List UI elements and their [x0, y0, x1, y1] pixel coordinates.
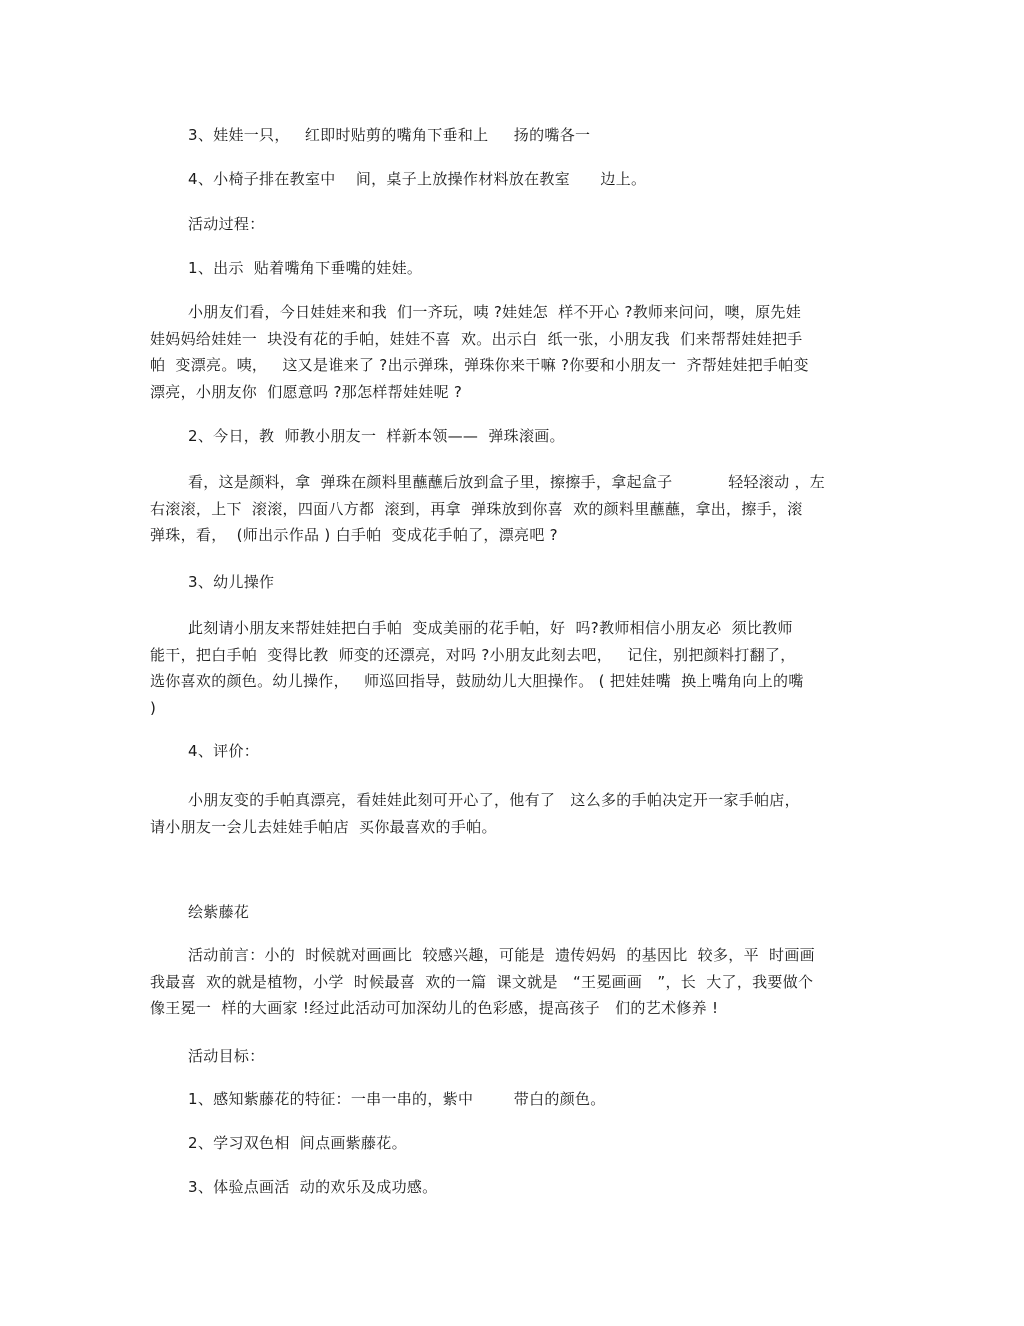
process-step-4: 4、评价： [188, 742, 260, 760]
paragraph-step-2 [150, 469, 862, 549]
material-item-4: 4、小椅子排在教室中 间，桌子上放操作材料放在教室 边上。 [188, 170, 647, 188]
paragraph-step-3 [150, 615, 862, 721]
goal-item-1: 1、感知紫藤花的特征：一串一串的，紫中 带白的颜色。 [188, 1090, 606, 1108]
goal-item-2: 2、学习双色相 间点画紫藤花。 [188, 1134, 407, 1152]
process-step-3: 3、幼儿操作 [188, 573, 275, 591]
paragraph-line: 请小朋友一会儿去娃娃手帕店 买你最喜欢的手帕。 [150, 817, 497, 836]
paragraph-line: 我最喜 欢的就是植物，小学 时候最喜 欢的一篇 课文就是 “王冕画画 ”，长 大了，我要做个 [150, 972, 814, 991]
goal-item-3: 3、体验点画活 动的欢乐及成功感。 [188, 1178, 438, 1196]
lesson-title: 绘紫藤花 [188, 903, 250, 921]
paragraph-preface [150, 942, 862, 1022]
paragraph-line: 漂亮，小朋友你 们愿意吗 ?那怎样帮娃娃呢 ? [150, 382, 463, 401]
paragraph-step-4 [150, 787, 862, 840]
paragraph-step-1 [150, 299, 862, 405]
paragraph-line: 小朋友变的手帕真漂亮，看娃娃此刻可开心了，他有了 这么多的手帕决定开一家手帕店， [188, 791, 800, 809]
paragraph-line: ) [150, 698, 157, 717]
paragraph-line: 右滚滚，上下 滚滚，四面八方都 滚到，再拿 弹珠放到你喜 欢的颜料里蘸蘸，拿出，擦手，滚 [150, 499, 803, 518]
paragraph-line: 像王冕一 样的大画家 !经过此活动可加深幼儿的色彩感，提高孩子 们的艺术修养 ! [150, 999, 719, 1017]
paragraph-line: 选你喜欢的颜色。幼儿操作， 师巡回指导，鼓励幼儿大胆操作。 ( 把娃娃嘴 换上嘴角向上的嘴 [150, 672, 804, 690]
paragraph-line: 活动前言：小的 时候就对画画比 较感兴趣，可能是 遗传妈妈 的基因比 较多，平 时画画 [188, 946, 815, 964]
process-step-2: 2、今日，教 师教小朋友一 样新本领—— 弹珠滚画。 [188, 427, 565, 445]
paragraph-line: 小朋友们看，今日娃娃来和我 们一齐玩，咦 ?娃娃怎 样不开心 ?教师来问问，噢，原先娃 [188, 303, 802, 321]
paragraph-line: 看，这是颜料，拿 弹珠在颜料里蘸蘸后放到盒子里，擦擦手，拿起盒子 轻轻滚动 ，左 [188, 473, 826, 491]
section-heading-process: 活动过程： [188, 215, 265, 233]
paragraph-line: 弹珠，看， (师出示作品 ) 白手帕 变成花手帕了，漂亮吧 ? [150, 526, 558, 544]
process-step-1: 1、出示 贴着嘴角下垂嘴的娃娃。 [188, 259, 423, 277]
paragraph-line: 帕 变漂亮。咦， 这又是谁来了 ?出示弹珠，弹珠你来干嘛 ?你要和小朋友一 齐帮娃娃把手帕变 [150, 356, 809, 374]
paragraph-line: 能干，把白手帕 变得比教 师变的还漂亮，对吗 ?小朋友此刻去吧， 记住，别把颜料打翻了， [150, 645, 796, 664]
paragraph-line: 娃妈妈给娃娃一 块没有花的手帕，娃娃不喜 欢。出示白 纸一张，小朋友我 们来帮帮娃娃把手 [150, 329, 803, 348]
section-heading-goals: 活动目标： [188, 1047, 265, 1065]
paragraph-line: 此刻请小朋友来帮娃娃把白手帕 变成美丽的花手帕，好 吗?教师相信小朋友必 须比教师 [188, 619, 793, 637]
material-item-3: 3、娃娃一只， 红即时贴剪的嘴角下垂和上 扬的嘴各一 [188, 126, 591, 144]
